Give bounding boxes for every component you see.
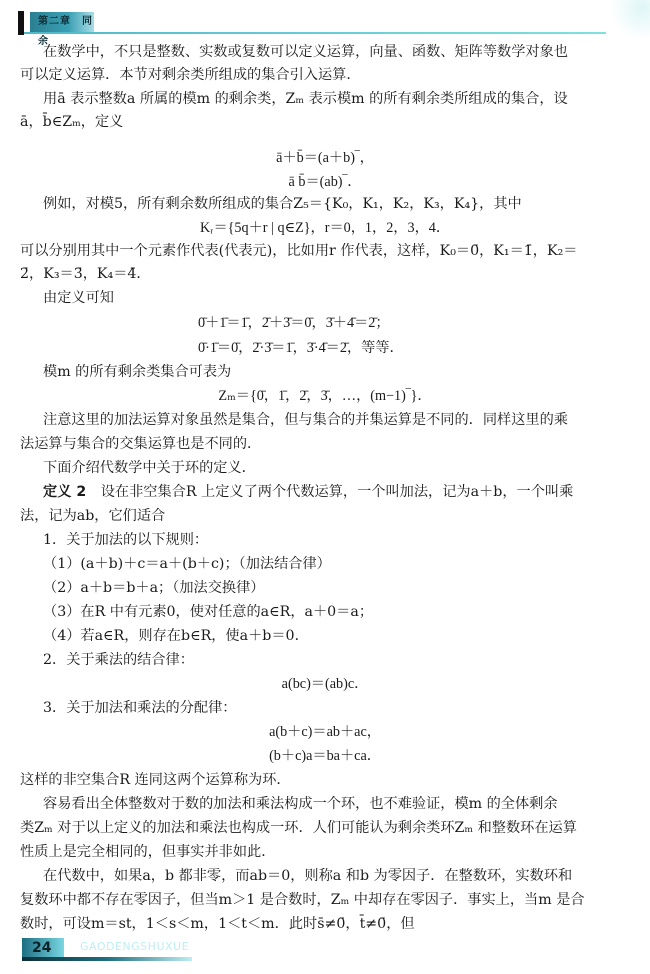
formula: 0̄·1̄＝0̄，2̄·3̄＝1̄，3̄·4̄＝2̄，等等． xyxy=(198,340,404,356)
paragraph-line: 模m 的所有剩余类集合可表为 xyxy=(43,364,232,380)
paragraph-line: 可以定义运算．本节对剩余类所组成的集合引入运算． xyxy=(20,67,361,83)
definition-text: 设在非空集合R 上定义了两个代数运算，一个叫加法，记为a＋b，一个叫乘 xyxy=(100,484,574,500)
formula: (b＋c)a＝ba＋ca． xyxy=(269,748,381,764)
rule-heading: 1．关于加法的以下规则： xyxy=(43,532,209,548)
formula: 0̄＋1̄＝1̄，2̄＋3̄＝0̄，3̄＋4̄＝2̄； xyxy=(198,315,390,331)
page-number: 24 xyxy=(22,938,64,958)
paragraph-line: 性质上是完全相同的，但事实并非如此． xyxy=(20,844,276,860)
corner-decoration xyxy=(610,0,650,40)
rule-item: （4）若a∈R，则存在b∈R，使a＋b＝0． xyxy=(43,628,309,644)
paragraph-line: 法，记为ab，它们适合 xyxy=(20,508,166,524)
paragraph-line: 可以分别用其中一个元素作代表(代表元)，比如用r 作代表，这样，K₀＝0̄，K₁＝1̄，K₂＝ xyxy=(20,243,578,259)
formula: ā＋b̄＝(a＋b)‾， xyxy=(276,150,374,166)
header-rule xyxy=(24,32,606,34)
footer-series-text: GAODENGSHUXUE xyxy=(80,940,190,953)
rule-item: （1）(a＋b)＋c＝a＋(b＋c)；（加法结合律） xyxy=(43,556,331,572)
formula: a(b＋c)＝ab＋ac， xyxy=(269,724,381,740)
formula: ā b̄＝(ab)‾． xyxy=(288,174,362,190)
paragraph-line: 数时，可设m＝st，1＜s＜m，1＜t＜m．此时s̄≠0̄，t̄≠0̄，但 xyxy=(20,916,415,932)
paragraph-line: 复数环中都不存在零因子，但当m＞1 是合数时，Zₘ 中却存在零因子．事实上，当m 是合 xyxy=(20,892,585,908)
rule-heading: 3．关于加法和乘法的分配律： xyxy=(43,700,237,716)
definition-line xyxy=(43,482,633,502)
chapter-header: 第二章 同余 xyxy=(30,12,94,32)
paragraph-line: 2̄，K₃＝3̄，K₄＝4̄． xyxy=(20,266,151,282)
paragraph-line: 由定义可知 xyxy=(43,290,114,306)
paragraph-line: 用ā 表示整数a 所属的模m 的剩余类，Zₘ 表示模m 的所有剩余类所组成的集合，设 xyxy=(43,91,568,107)
formula: Zₘ＝{0̄，1̄，2̄，3̄，…，(m−1)‾}． xyxy=(218,388,432,404)
paragraph-line: 在代数中，如果a，b 都非零，而ab＝0，则称a 和b 为零因子．在整数环，实数环和 xyxy=(43,868,573,884)
paragraph-line: 在数学中，不只是整数、实数或复数可以定义运算，向量、函数、矩阵等数学对象也 xyxy=(43,44,568,60)
paragraph-line: 容易看出全体整数对于数的加法和乘法构成一个环，也不难验证，模m 的全体剩余 xyxy=(43,796,558,812)
paragraph-line: 注意这里的加法运算对象虽然是集合，但与集合的并集运算是不同的．同样这里的乘 xyxy=(43,412,568,428)
paragraph-line: 下面介绍代数学中关于环的定义． xyxy=(43,460,256,476)
paragraph-line: 类Zₘ 对于以上定义的加法和乘法也构成一环．人们可能认为剩余类环Zₘ 和整数环在运算 xyxy=(20,820,577,836)
paragraph-line: 法运算与集合的交集运算也是不同的． xyxy=(20,436,262,452)
formula: Kᵣ＝{5q＋r | q∈Z}，r＝0，1，2，3，4． xyxy=(199,220,451,236)
rule-heading: 2．关于乘法的结合律： xyxy=(43,652,194,668)
paragraph-line: ā，b̄∈Zₘ，定义 xyxy=(20,114,124,130)
definition-label: 定义 2 xyxy=(43,484,87,500)
formula: a(bc)＝(ab)c． xyxy=(281,676,369,692)
footer-rule xyxy=(22,957,192,961)
paragraph-line: 例如，对模5，所有剩余数所组成的集合Z₅＝{K₀，K₁，K₂，K₃，K₄}，其中 xyxy=(43,196,522,212)
paragraph-line: 这样的非空集合R 连同这两个运算称为环． xyxy=(20,772,291,788)
rule-item: （3）在R 中有元素0，使对任意的a∈R，a＋0＝a； xyxy=(43,604,374,620)
rule-item: （2）a＋b＝b＋a；（加法交换律） xyxy=(43,580,265,596)
